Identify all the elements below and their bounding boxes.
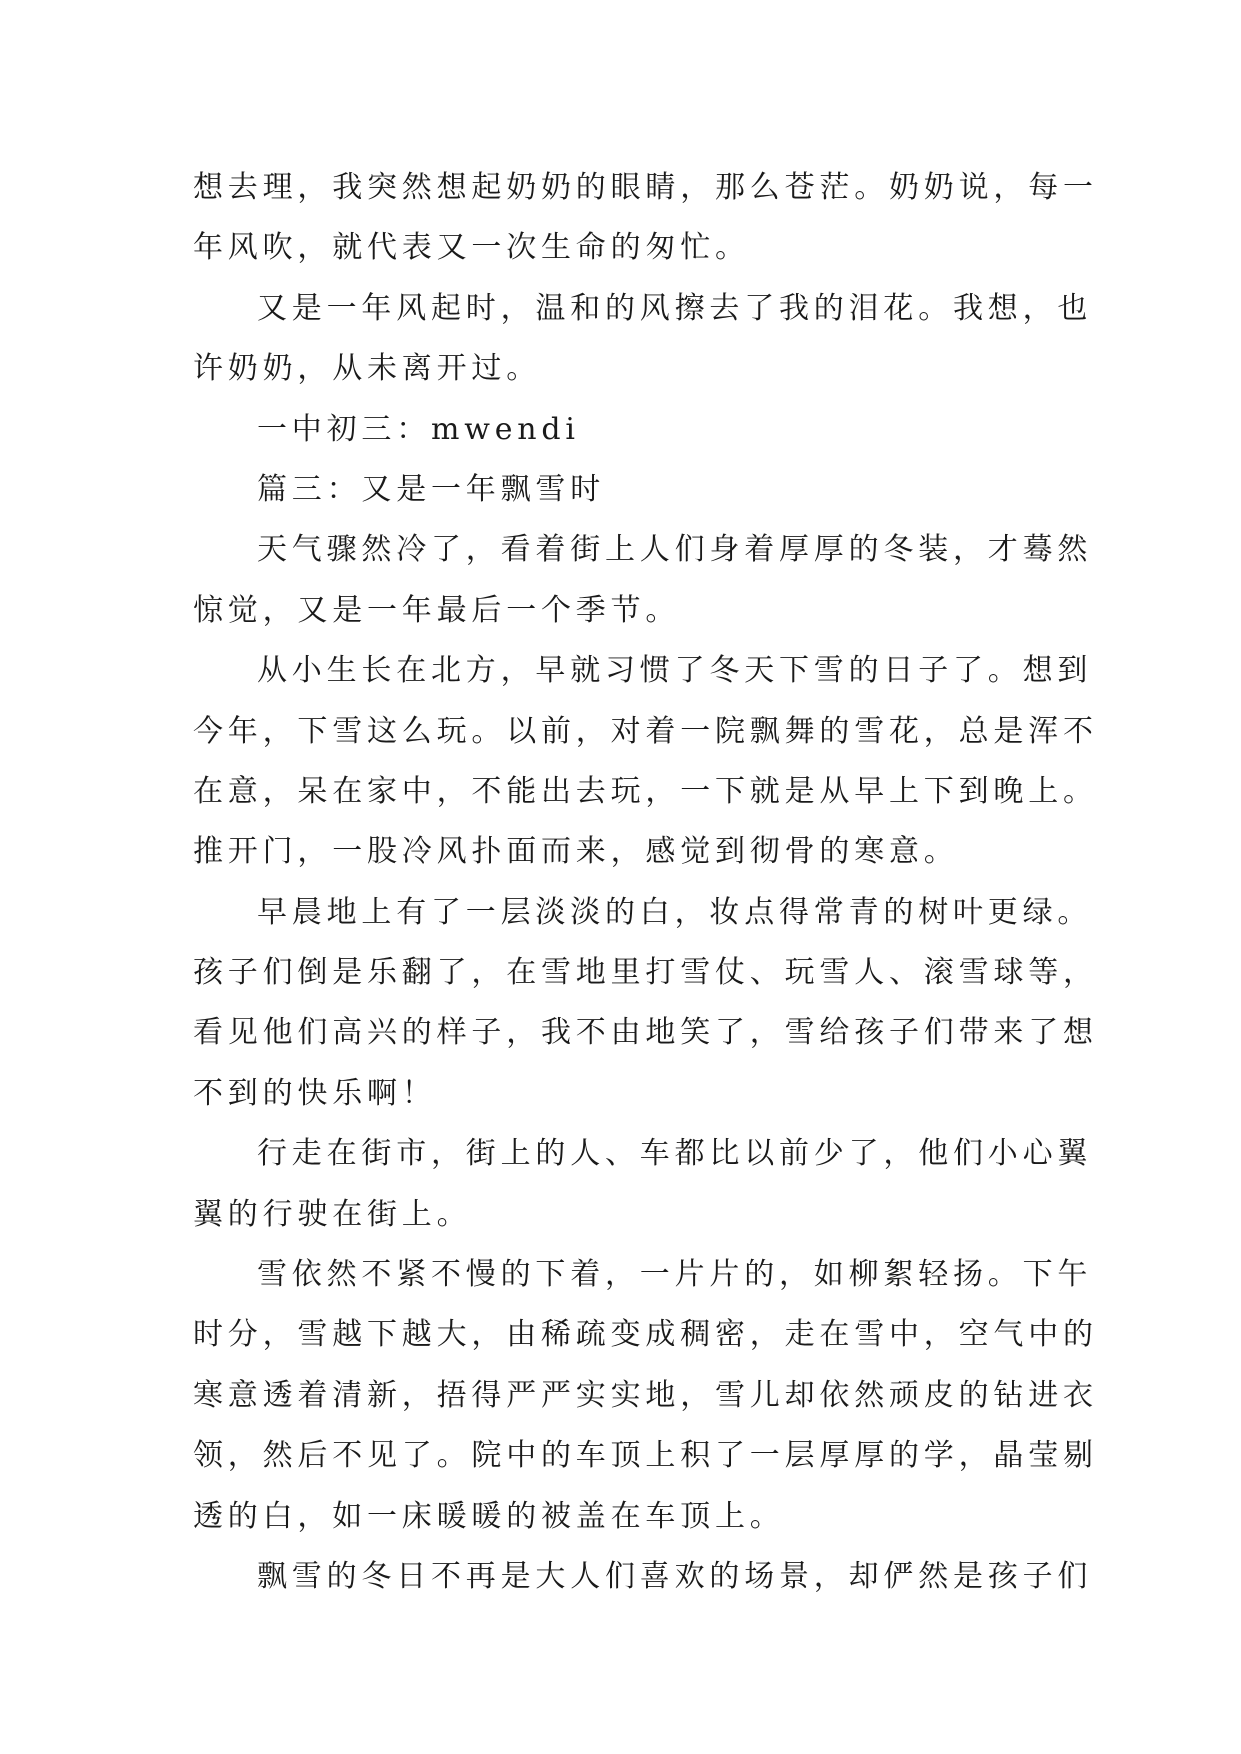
text-line: 寒意透着清新，捂得严严实实地，雪儿却依然顽皮的钻进衣 — [193, 1377, 1098, 1413]
text-line: 雪依然不紧不慢的下着，一片片的，如柳絮轻扬。下午 — [257, 1257, 1093, 1293]
section-title: 篇三：又是一年飘雪时 — [257, 471, 605, 507]
text-line: 时分，雪越下越大，由稀疏变成稠密，走在雪中，空气中的 — [193, 1317, 1098, 1353]
text-line: 早晨地上有了一层淡淡的白，妆点得常青的树叶更绿。 — [257, 894, 1093, 930]
text-line: 推开门，一股冷风扑面而来，感觉到彻骨的寒意。 — [193, 834, 959, 870]
text-line: 年风吹，就代表又一次生命的匆忙。 — [193, 230, 750, 266]
text-line: 行走在街市，街上的人、车都比以前少了，他们小心翼 — [257, 1136, 1093, 1172]
text-line: 许奶奶，从未离开过。 — [193, 351, 541, 387]
text-line: 看见他们高兴的样子，我不由地笑了，雪给孩子们带来了想 — [193, 1015, 1098, 1051]
text-line: 想去理，我突然想起奶奶的眼睛，那么苍茫。奶奶说，每一 — [193, 170, 1098, 205]
text-line: 翼的行驶在街上。 — [193, 1196, 472, 1232]
text-line: 透的白，如一床暖暖的被盖在车顶上。 — [193, 1498, 785, 1534]
text-line: 飘雪的冬日不再是大人们喜欢的场景，却俨然是孩子们 — [257, 1558, 1093, 1594]
text-line: 孩子们倒是乐翻了，在雪地里打雪仗、玩雪人、滚雪球等， — [193, 955, 1098, 991]
text-line: 天气骤然冷了，看着街上人们身着厚厚的冬装，才蓦然 — [257, 532, 1093, 568]
text-line: 惊觉，又是一年最后一个季节。 — [193, 592, 681, 628]
text-line: 今年，下雪这么玩。以前，对着一院飘舞的雪花，总是浑不 — [193, 713, 1098, 749]
text-line: 不到的快乐啊！ — [193, 1075, 437, 1111]
text-line: 又是一年风起时，温和的风擦去了我的泪花。我想，也 — [257, 290, 1093, 326]
text-line: 在意，呆在家中，不能出去玩，一下就是从早上下到晚上。 — [193, 773, 1098, 809]
text-line: 从小生长在北方，早就习惯了冬天下雪的日子了。想到 — [257, 653, 1093, 689]
document-body — [193, 158, 1098, 1607]
author-line: 一中初三：mwendi — [257, 411, 580, 447]
text-line: 领，然后不见了。院中的车顶上积了一层厚厚的学，晶莹剔 — [193, 1438, 1098, 1474]
